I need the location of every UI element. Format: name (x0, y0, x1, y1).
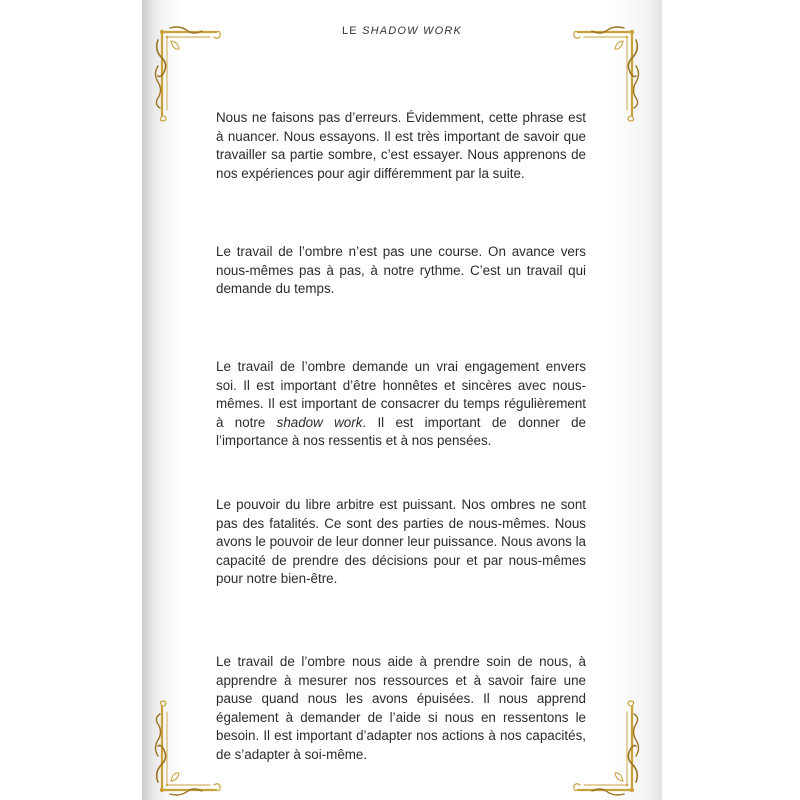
paragraph-engagement-italic: shadow work (276, 414, 363, 430)
paragraph-erreurs: Nous ne faisons pas d’erreurs. Évidemment, cette phrase est à nuancer. Nous essayons. Il est très important de savoir que travailler sa partie sombre, c’est essayer. Nous apprenons de nos expériences pour agir différemment par la suite. (216, 110, 586, 181)
paragraph-soin: Le travail de l’ombre nous aide à prendre soin de nous, à apprendre à mesurer nos ressources et à savoir faire une pause quand nous les avons épuisées. Il nous apprend également à demander de l’aide si nous en ressentons le besoin. Il est important d’adapter nos actions à nos capacités, de s’adapter à soi-même. (216, 654, 586, 762)
paragraph-engagement-part2: . Il est important de donner de l’importance à nos ressentis et à nos pensées. (216, 414, 586, 449)
running-head-title: SHADOW WORK (362, 25, 463, 37)
corner-ornament-bottom-left-icon (152, 700, 222, 796)
paragraph-libre-arbitre: Le pouvoir du libre arbitre est puissant. Nos ombres ne sont pas des fatalités. Ce sont des parties de nous-mêmes. Nous avons le pouvoir de leur donner leur puissance. Nous avons la capacité de prendre des décisions pour et par nous-mêmes pour notre bien-être. (216, 497, 586, 587)
running-head-prefix: LE (341, 25, 363, 37)
corner-ornament-top-right-icon (572, 26, 642, 122)
corner-ornament-top-left-icon (152, 26, 222, 122)
paragraph-course: Le travail de l’ombre n’est pas une course. On avance vers nous-mêmes pas à pas, à notre rythme. C’est un travail qui demande du temps. (216, 244, 586, 297)
paragraph-engagement (216, 358, 586, 451)
paragraph-engagement-part1: Le travail de l’ombre demande un vrai engagement envers soi. Il est important d’être honnêtes et sincères avec nous-mêmes. Il est important de consacrer du temps régulièrement à notre (216, 359, 586, 430)
